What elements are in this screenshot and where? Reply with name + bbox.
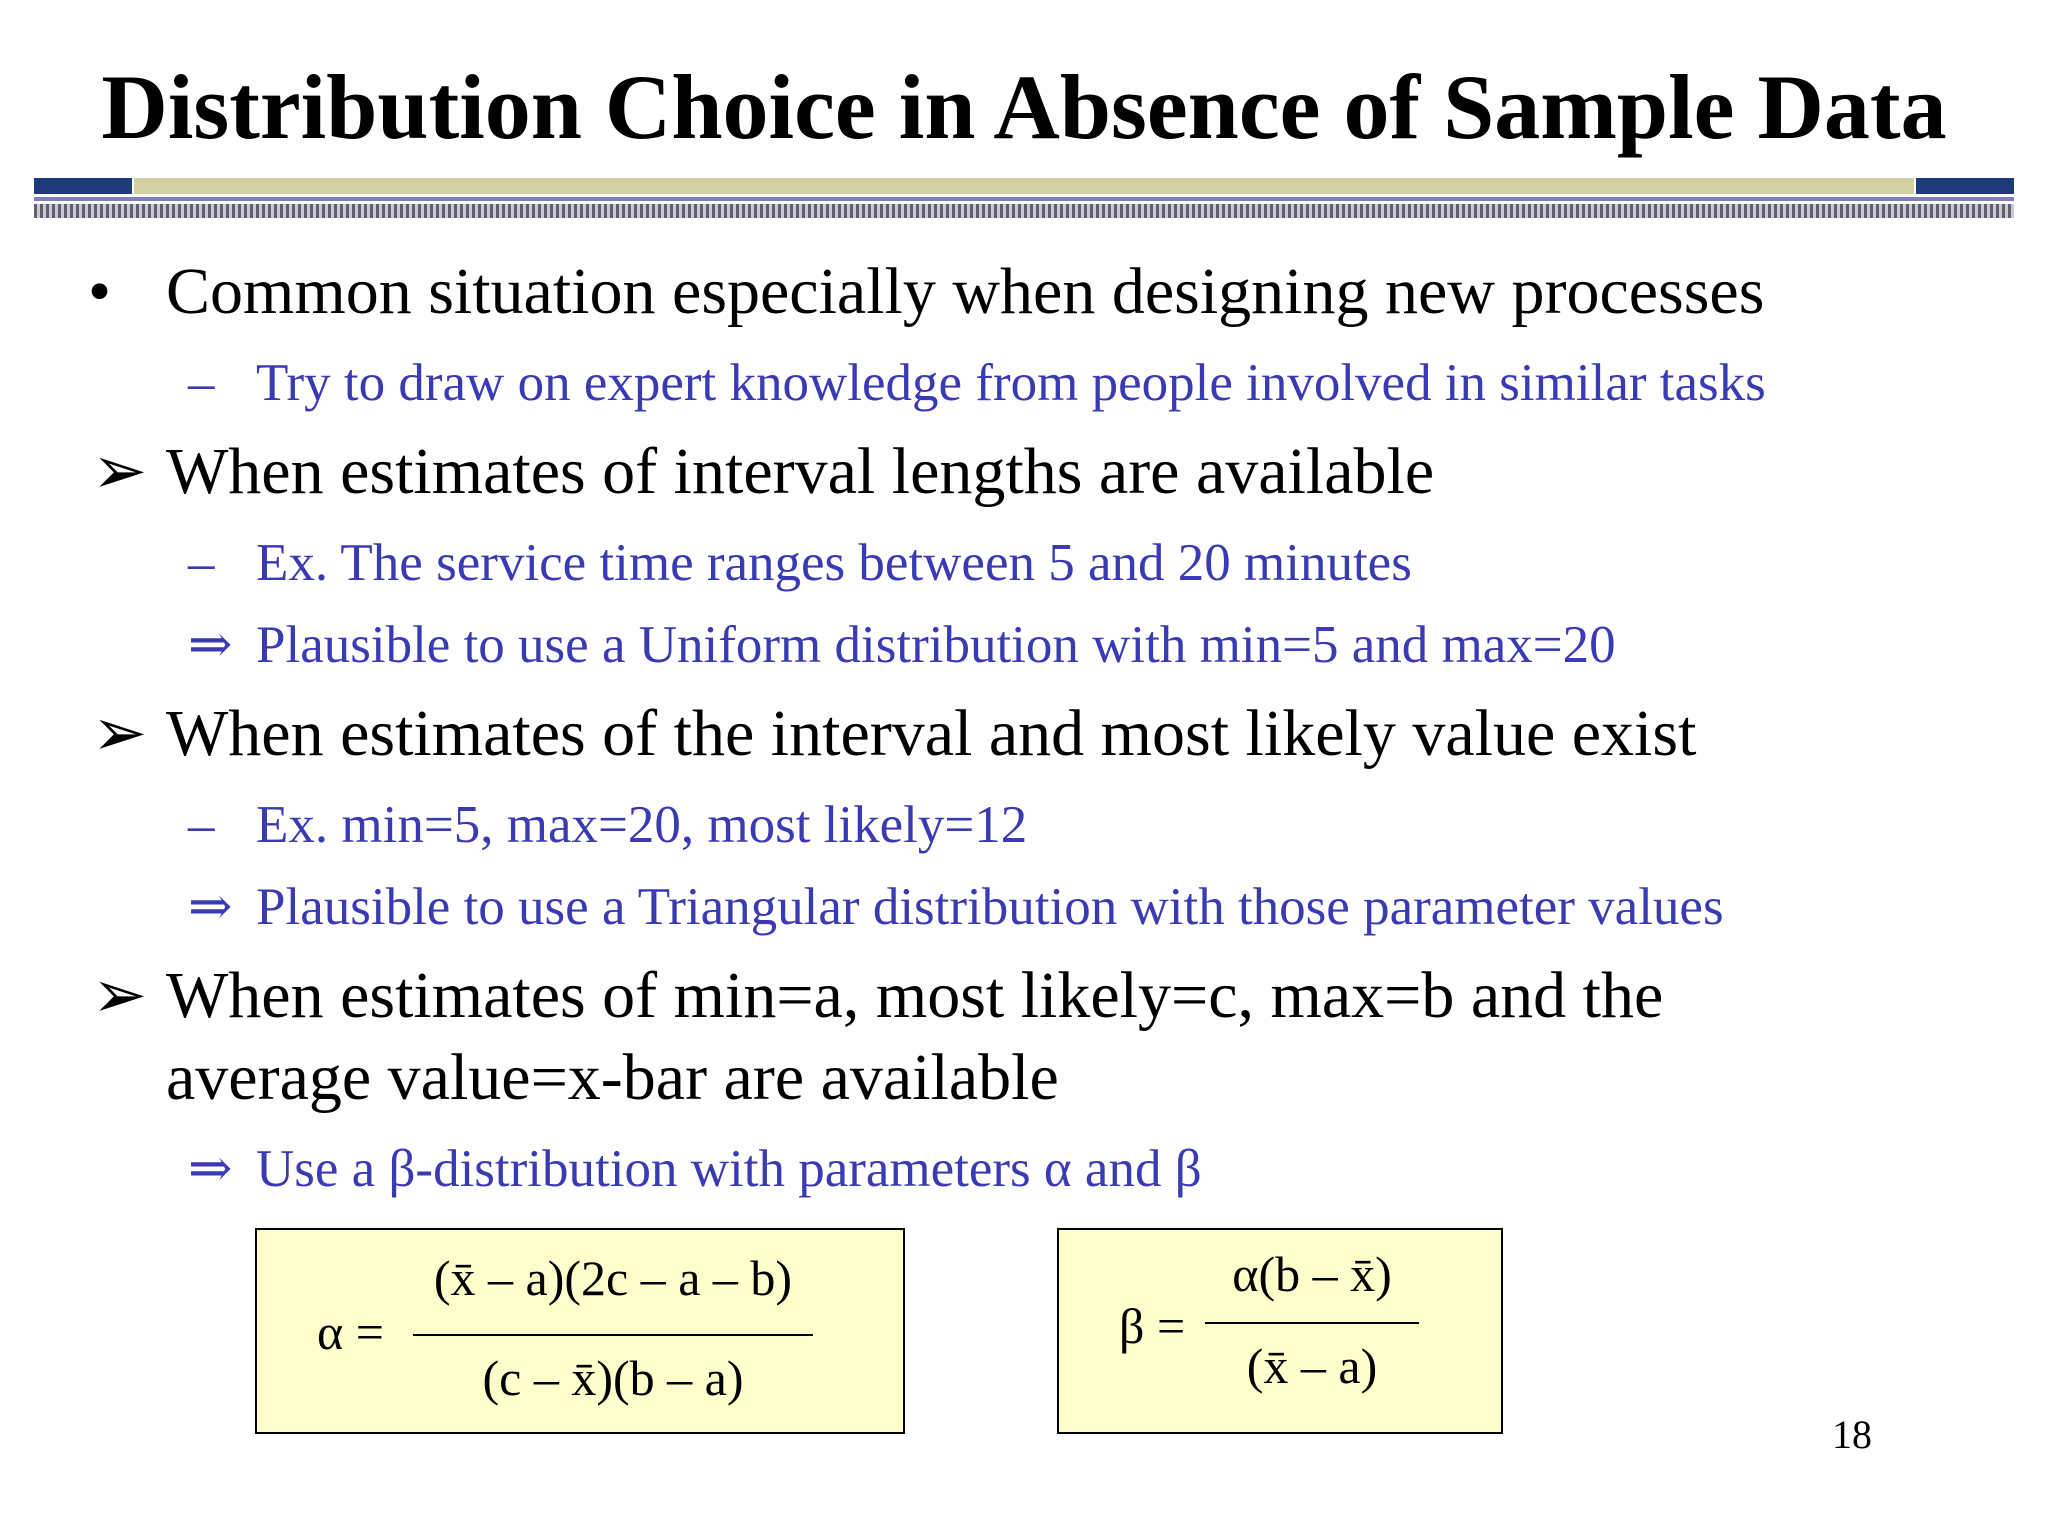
arrow-item-text-continued: average value=x-bar are available	[166, 1041, 1059, 1114]
arrow-bullet-icon: ➢	[92, 435, 148, 508]
dash-icon: –	[188, 534, 215, 592]
sub-text: Plausible to use a Uniform distribution with min=5 and max=20	[256, 616, 1616, 674]
separator-block-left	[34, 178, 132, 194]
slide-title: Distribution Choice in Absence of Sample Data	[101, 56, 1947, 158]
alpha-denominator: (c – x̄)(b – a)	[482, 1350, 744, 1406]
page-number: 18	[1832, 1412, 1872, 1457]
separator-block-right	[1916, 178, 2014, 194]
separator-band	[134, 178, 1914, 194]
sub-text: Ex. min=5, max=20, most likely=12	[256, 796, 1028, 854]
sub-text: Try to draw on expert knowledge from people involved in similar tasks	[256, 354, 1766, 412]
arrow-item-text: When estimates of min=a, most likely=c, max=b and the	[166, 959, 1664, 1032]
alpha-formula-box	[255, 1228, 905, 1434]
implies-icon: ⇒	[188, 616, 233, 674]
separator-line	[34, 197, 2014, 201]
dash-icon: –	[188, 354, 215, 412]
dash-icon: –	[188, 796, 215, 854]
beta-numerator: α(b – x̄)	[1232, 1246, 1392, 1302]
bullet-text: Common situation especially when designing new processes	[166, 255, 1765, 328]
implies-icon: ⇒	[188, 878, 233, 936]
separator-hatch	[34, 204, 2014, 218]
title-separator	[34, 178, 2014, 224]
beta-denominator: (x̄ – a)	[1246, 1338, 1378, 1394]
arrow-bullet-icon: ➢	[92, 697, 148, 770]
alpha-numerator: (x̄ – a)(2c – a – b)	[433, 1250, 793, 1306]
sub-text: Ex. The service time ranges between 5 and 20 minutes	[256, 534, 1412, 592]
alpha-fraction-bar	[413, 1334, 813, 1336]
implies-icon: ⇒	[188, 1140, 233, 1198]
bullet-icon: •	[88, 255, 112, 328]
arrow-item-text: When estimates of the interval and most likely value exist	[166, 697, 1697, 770]
sub-text: Use a β-distribution with parameters α and β	[256, 1140, 1202, 1198]
beta-formula-box	[1057, 1228, 1503, 1434]
sub-text: Plausible to use a Triangular distribution with those parameter values	[256, 878, 1724, 936]
beta-lhs: β =	[1119, 1298, 1186, 1354]
arrow-item-text: When estimates of interval lengths are available	[166, 435, 1435, 508]
beta-fraction-bar	[1205, 1322, 1419, 1324]
alpha-lhs: α =	[317, 1304, 384, 1360]
arrow-bullet-icon: ➢	[92, 959, 148, 1032]
